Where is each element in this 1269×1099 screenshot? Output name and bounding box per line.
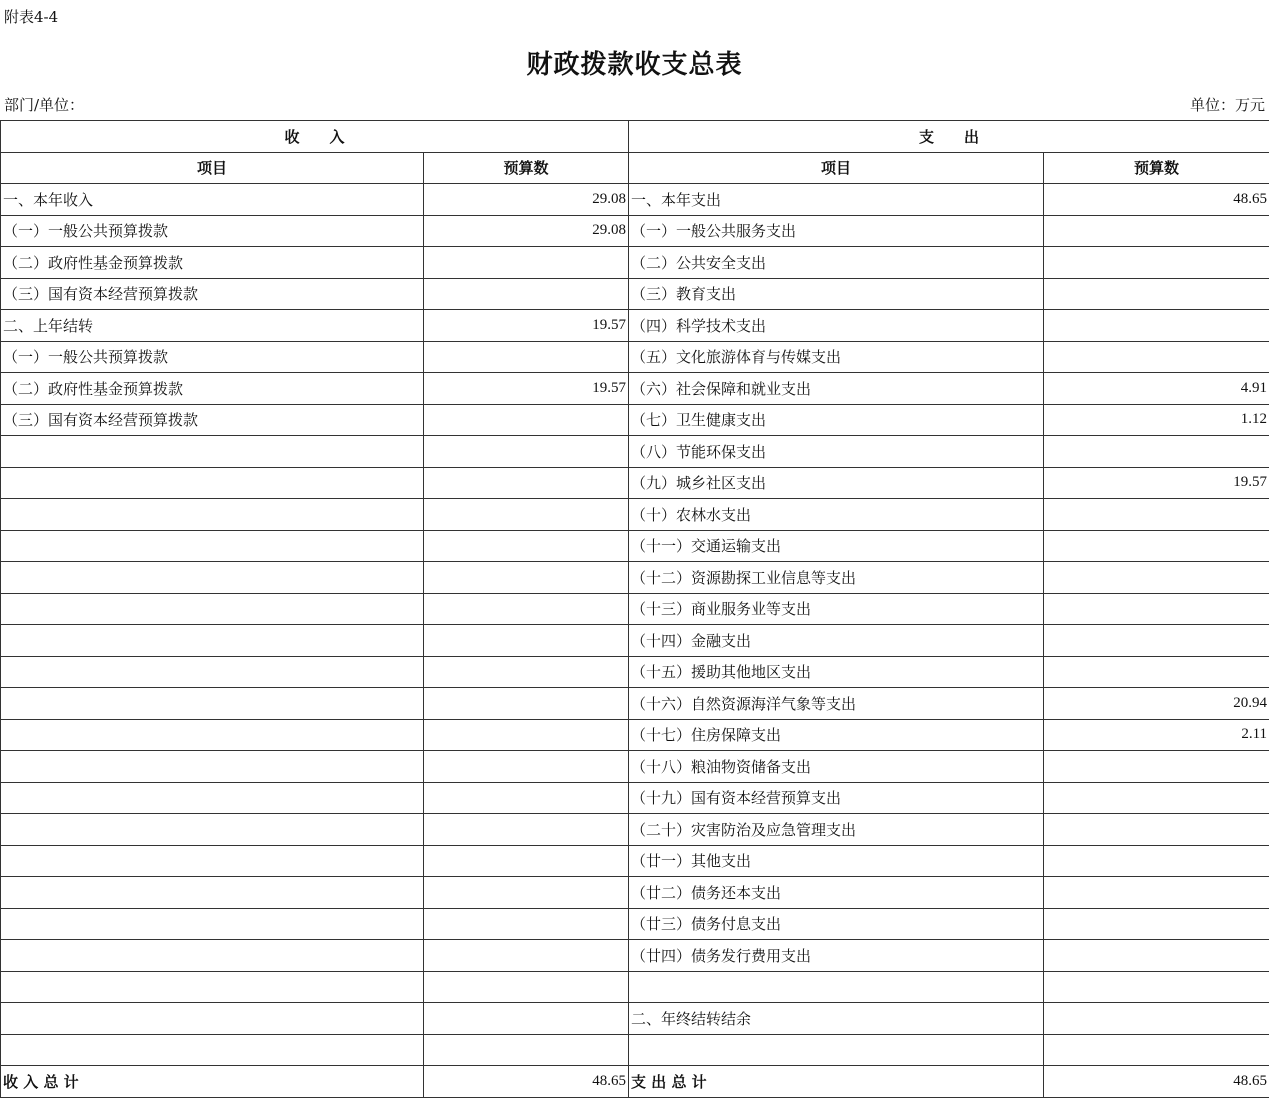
expense-item-cell: （九）城乡社区支出	[629, 467, 1044, 499]
expense-item-cell: （七）卫生健康支出	[629, 404, 1044, 436]
expense-value-cell	[1044, 215, 1269, 247]
income-value-cell	[424, 499, 629, 531]
expense-value-cell: 19.57	[1044, 467, 1269, 499]
income-section-header: 收 入	[1, 121, 629, 153]
table-row	[1, 877, 1269, 909]
table-row	[1, 247, 1269, 279]
income-value-cell	[424, 814, 629, 846]
income-item-cell	[1, 688, 424, 720]
expense-section-header: 支 出	[629, 121, 1269, 153]
expense-item-cell: （廿四）债务发行费用支出	[629, 940, 1044, 972]
income-item-cell	[1, 751, 424, 783]
expense-item-cell: 二、年终结转结余	[629, 1003, 1044, 1035]
income-value-cell	[424, 593, 629, 625]
income-value-cell: 19.57	[424, 373, 629, 405]
expense-item-cell: （二）公共安全支出	[629, 247, 1044, 279]
expense-value-cell	[1044, 782, 1269, 814]
table-row	[1, 908, 1269, 940]
income-value-cell	[424, 719, 629, 751]
income-item-cell: （二）政府性基金预算拨款	[1, 373, 424, 405]
expense-item-cell: （二十）灾害防治及应急管理支出	[629, 814, 1044, 846]
table-row	[1, 625, 1269, 657]
income-item-cell	[1, 1003, 424, 1035]
expense-value-cell	[1044, 625, 1269, 657]
income-value-cell	[424, 877, 629, 909]
expense-value-cell	[1044, 940, 1269, 972]
expense-item-header: 项目	[629, 152, 1044, 184]
table-row	[1, 940, 1269, 972]
expense-value-cell	[1044, 751, 1269, 783]
table-row	[1, 499, 1269, 531]
income-value-cell	[424, 971, 629, 1003]
expense-value-cell	[1044, 814, 1269, 846]
income-item-cell	[1, 562, 424, 594]
expense-item-cell: （十三）商业服务业等支出	[629, 593, 1044, 625]
expense-value-cell: 4.91	[1044, 373, 1269, 405]
income-total-value: 48.65	[424, 1066, 629, 1098]
expense-value-cell	[1044, 845, 1269, 877]
income-value-cell	[424, 278, 629, 310]
expense-item-cell: （廿二）债务还本支出	[629, 877, 1044, 909]
expense-budget-header: 预算数	[1044, 152, 1269, 184]
expense-item-cell: （十二）资源勘探工业信息等支出	[629, 562, 1044, 594]
expense-value-cell	[1044, 656, 1269, 688]
income-item-cell: （一）一般公共预算拨款	[1, 215, 424, 247]
expense-item-cell: （六）社会保障和就业支出	[629, 373, 1044, 405]
income-item-cell	[1, 499, 424, 531]
income-value-cell	[424, 782, 629, 814]
appendix-label: 附表4-4	[4, 8, 59, 26]
column-header-row	[1, 152, 1269, 184]
expense-item-cell	[629, 1034, 1044, 1066]
income-value-cell	[424, 341, 629, 373]
page-title: 财政拨款收支总表	[526, 50, 743, 80]
income-value-cell: 29.08	[424, 184, 629, 216]
income-item-cell	[1, 467, 424, 499]
income-value-cell	[424, 562, 629, 594]
table-row	[1, 656, 1269, 688]
expense-item-cell: （一）一般公共服务支出	[629, 215, 1044, 247]
income-item-cell	[1, 593, 424, 625]
income-item-cell: 一、本年收入	[1, 184, 424, 216]
table-row	[1, 562, 1269, 594]
income-item-header: 项目	[1, 152, 424, 184]
income-item-cell	[1, 940, 424, 972]
expense-value-cell: 48.65	[1044, 184, 1269, 216]
expense-value-cell	[1044, 562, 1269, 594]
table-row	[1, 845, 1269, 877]
expense-value-cell	[1044, 341, 1269, 373]
total-row	[1, 1066, 1269, 1098]
income-item-cell	[1, 625, 424, 657]
unit-label: 单位：万元	[1189, 96, 1265, 114]
expense-item-cell: （十五）援助其他地区支出	[629, 656, 1044, 688]
table-row	[1, 1034, 1269, 1066]
income-item-cell	[1, 436, 424, 468]
income-item-cell	[1, 719, 424, 751]
table-row	[1, 341, 1269, 373]
income-item-cell	[1, 814, 424, 846]
table-row	[1, 404, 1269, 436]
expense-item-cell: （三）教育支出	[629, 278, 1044, 310]
expense-value-cell	[1044, 908, 1269, 940]
income-value-cell	[424, 1034, 629, 1066]
expense-item-cell: （十四）金融支出	[629, 625, 1044, 657]
table-row	[1, 1003, 1269, 1035]
expense-value-cell	[1044, 278, 1269, 310]
table-row	[1, 688, 1269, 720]
income-budget-header: 预算数	[424, 152, 629, 184]
income-value-cell	[424, 751, 629, 783]
income-value-cell	[424, 908, 629, 940]
income-value-cell: 29.08	[424, 215, 629, 247]
expense-item-cell: （十八）粮油物资储备支出	[629, 751, 1044, 783]
income-value-cell	[424, 1003, 629, 1035]
table-row	[1, 530, 1269, 562]
income-item-cell	[1, 1034, 424, 1066]
expense-value-cell	[1044, 310, 1269, 342]
expense-value-cell	[1044, 971, 1269, 1003]
expense-value-cell	[1044, 593, 1269, 625]
income-item-cell: （一）一般公共预算拨款	[1, 341, 424, 373]
expense-item-cell: （十）农林水支出	[629, 499, 1044, 531]
expense-item-cell: （十七）住房保障支出	[629, 719, 1044, 751]
income-item-cell	[1, 782, 424, 814]
expense-item-cell: （五）文化旅游体育与传媒支出	[629, 341, 1044, 373]
expense-value-cell: 1.12	[1044, 404, 1269, 436]
income-value-cell	[424, 656, 629, 688]
expense-value-cell	[1044, 530, 1269, 562]
table-row	[1, 971, 1269, 1003]
expense-item-cell	[629, 971, 1044, 1003]
expense-item-cell: （四）科学技术支出	[629, 310, 1044, 342]
table-row	[1, 310, 1269, 342]
expense-value-cell	[1044, 499, 1269, 531]
section-header-row	[1, 121, 1269, 153]
income-value-cell	[424, 845, 629, 877]
income-item-cell	[1, 845, 424, 877]
expense-item-cell: （十九）国有资本经营预算支出	[629, 782, 1044, 814]
income-value-cell	[424, 688, 629, 720]
table-row	[1, 467, 1269, 499]
table-row	[1, 215, 1269, 247]
income-value-cell: 19.57	[424, 310, 629, 342]
budget-table	[0, 120, 1269, 1098]
income-value-cell	[424, 530, 629, 562]
income-item-cell	[1, 908, 424, 940]
income-value-cell	[424, 247, 629, 279]
income-item-cell: （三）国有资本经营预算拨款	[1, 404, 424, 436]
expense-value-cell	[1044, 247, 1269, 279]
income-item-cell: 二、上年结转	[1, 310, 424, 342]
expense-total-label: 支 出 总 计	[629, 1066, 1044, 1098]
table-row	[1, 751, 1269, 783]
expense-item-cell: 一、本年支出	[629, 184, 1044, 216]
expense-value-cell: 20.94	[1044, 688, 1269, 720]
income-item-cell: （二）政府性基金预算拨款	[1, 247, 424, 279]
expense-item-cell: （廿三）债务付息支出	[629, 908, 1044, 940]
income-value-cell	[424, 940, 629, 972]
table-row	[1, 814, 1269, 846]
expense-value-cell: 2.11	[1044, 719, 1269, 751]
income-item-cell	[1, 877, 424, 909]
income-item-cell	[1, 530, 424, 562]
expense-value-cell	[1044, 1034, 1269, 1066]
income-value-cell	[424, 436, 629, 468]
expense-value-cell	[1044, 877, 1269, 909]
table-row	[1, 436, 1269, 468]
expense-item-cell: （八）节能环保支出	[629, 436, 1044, 468]
income-value-cell	[424, 404, 629, 436]
income-item-cell: （三）国有资本经营预算拨款	[1, 278, 424, 310]
table-row	[1, 593, 1269, 625]
income-value-cell	[424, 625, 629, 657]
table-row	[1, 373, 1269, 405]
department-label: 部门/单位：	[4, 96, 85, 114]
income-item-cell	[1, 656, 424, 688]
expense-item-cell: （廿一）其他支出	[629, 845, 1044, 877]
expense-total-value: 48.65	[1044, 1066, 1269, 1098]
table-row	[1, 719, 1269, 751]
expense-value-cell	[1044, 1003, 1269, 1035]
expense-value-cell	[1044, 436, 1269, 468]
income-item-cell	[1, 971, 424, 1003]
income-total-label: 收 入 总 计	[1, 1066, 424, 1098]
table-row	[1, 184, 1269, 216]
expense-item-cell: （十一）交通运输支出	[629, 530, 1044, 562]
expense-item-cell: （十六）自然资源海洋气象等支出	[629, 688, 1044, 720]
table-row	[1, 278, 1269, 310]
income-value-cell	[424, 467, 629, 499]
table-row	[1, 782, 1269, 814]
